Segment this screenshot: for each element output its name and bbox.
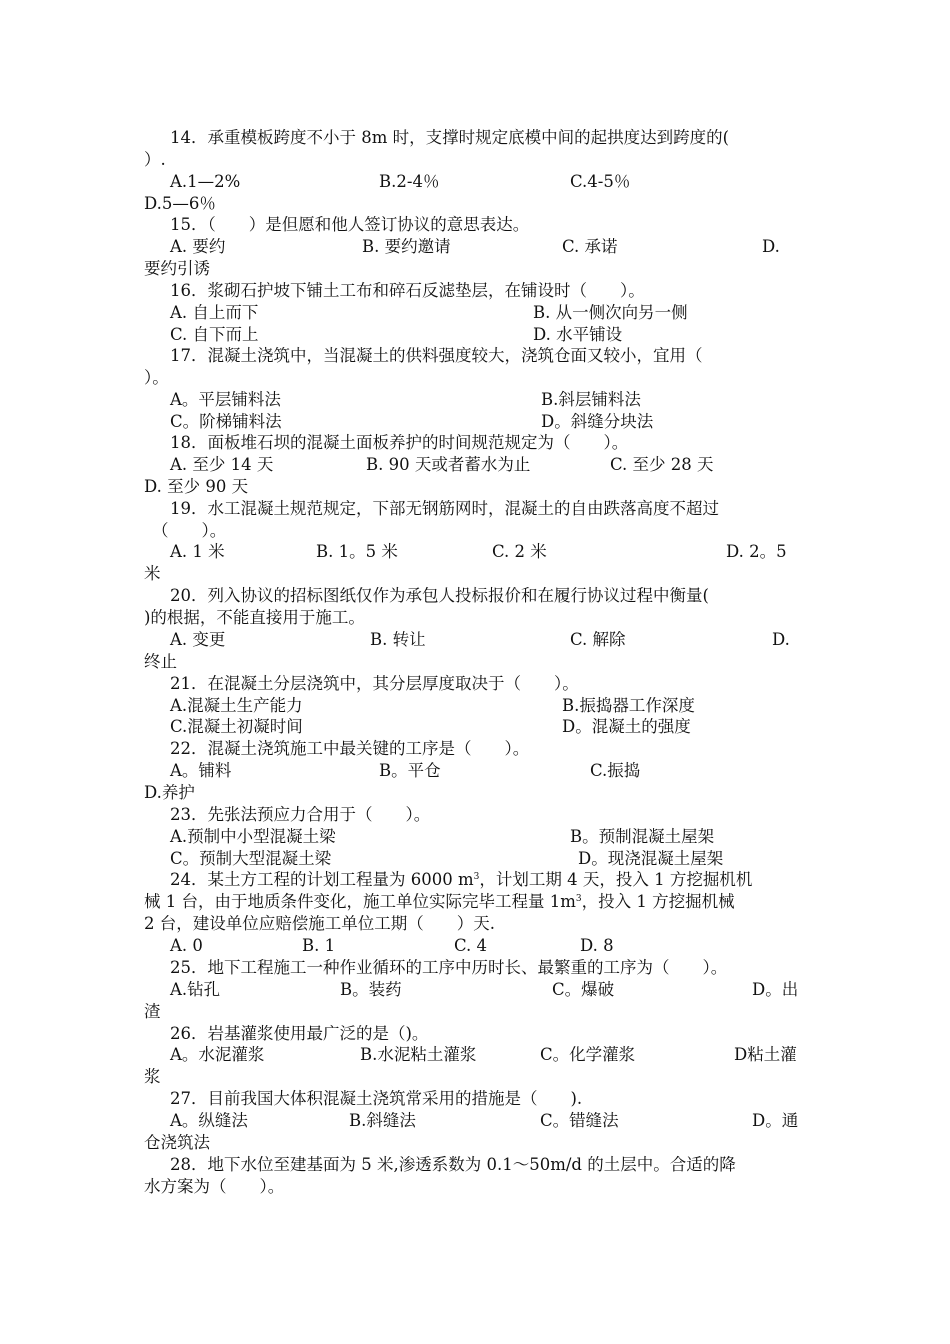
q19-stem-line1: 19．水工混凝土规范规定，下部无钢筋网时，混凝土的自由跌落高度不超过: [170, 499, 719, 518]
q17-options-row1: [144, 389, 814, 411]
q24-option-a: A. 0: [170, 936, 203, 955]
q24-option-b: B. 1: [302, 936, 336, 955]
q24-stem-line1: 24．某土方工程的计划工程量为 6000 $m^3$，计划工期 4 天，投入 1 方挖掘机机: [170, 870, 753, 889]
q14-option-a: A.1—2%: [170, 172, 241, 191]
q17-option-b: B.斜层铺料法: [541, 390, 641, 409]
q17-option-a: A。平层铺料法: [170, 390, 281, 409]
q22-options: [144, 760, 814, 782]
q24-stem-line3: 2 台，建设单位应赔偿施工单位工期（ ）天.: [144, 914, 495, 933]
superscript-3: 3: [473, 872, 480, 882]
q20-stem-line2: )的根据，不能直接用于施工。: [144, 608, 365, 627]
q14-stem-line2: ）.: [144, 150, 166, 169]
q25-option-b: B。装药: [340, 980, 402, 999]
q28-stem-line2: 水方案为（ ）。: [144, 1177, 285, 1196]
q22-option-a: A。铺料: [170, 761, 232, 780]
q21-option-d: D。混凝土的强度: [562, 717, 691, 736]
q20-option-a: A. 变更: [170, 630, 226, 649]
q14-option-d: D.5—6％: [144, 194, 216, 213]
q15-option-d-part1: D.: [762, 237, 780, 256]
q19-option-d-line: [144, 563, 814, 585]
q24-option-d: D. 8: [580, 936, 614, 955]
q20-option-c: C. 解除: [570, 630, 626, 649]
q22-option-d: D.养护: [144, 783, 195, 802]
q26-stem: 26．岩基灌浆使用最广泛的是（)。: [170, 1024, 429, 1043]
q17-option-c: C。阶梯铺料法: [170, 412, 282, 431]
q20-option-d-part2: 终止: [144, 652, 177, 671]
q18-option-a: A. 至少 14 天: [170, 455, 274, 474]
q16-option-c: C. 自下而上: [170, 325, 259, 344]
q14-option-d-line: [144, 193, 814, 215]
q25-option-a: A.钻孔: [170, 980, 221, 999]
q23-options-row1: [144, 826, 814, 848]
q26-option-a: A。水泥灌浆: [170, 1045, 265, 1064]
q26-option-d-part1: D粘土灌: [734, 1045, 797, 1064]
q15-option-c: C. 承诺: [562, 237, 618, 256]
q23-stem: 23．先张法预应力合用于（ ）。: [170, 805, 431, 824]
q26-option-b: B.水泥粘土灌浆: [360, 1045, 477, 1064]
q16-stem: 16．浆砌石护坡下铺土工布和碎石反滤垫层，在铺设时（ ）。: [170, 281, 645, 300]
q15-stem: 15．（ ）是但愿和他人签订协议的意思表达。: [170, 215, 530, 234]
q23-option-c: C。预制大型混凝土梁: [170, 849, 332, 868]
q19-options: [144, 541, 814, 563]
q18-option-b: B. 90 天或者蓄水为止: [366, 455, 531, 474]
q18-stem: 18．面板堆石坝的混凝土面板养护的时间规范规定为（ ）。: [170, 433, 629, 452]
q24-options: [144, 935, 814, 957]
q22-option-c: C.振捣: [590, 761, 641, 780]
q21-option-c: C.混凝土初凝时间: [170, 717, 303, 736]
q20-option-b: B. 转让: [370, 630, 426, 649]
q21-option-a: A.混凝土生产能力: [170, 696, 303, 715]
q21-options-row1: [144, 695, 814, 717]
q15-option-d-line: [144, 258, 814, 280]
q24-option-c: C. 4: [454, 936, 488, 955]
q17-option-d: D。斜缝分块法: [541, 412, 654, 431]
q26-options: [144, 1044, 814, 1066]
q16-option-d: D. 水平铺设: [533, 325, 623, 344]
q19-stem-line2: （ ）。: [152, 521, 227, 540]
q23-options-row2: [144, 848, 814, 870]
q18-option-c: C. 至少 28 天: [610, 455, 714, 474]
q26-option-d-part2: 浆: [144, 1067, 161, 1086]
q21-stem: 21．在混凝土分层浇筑中，其分层厚度取决于（ ）。: [170, 674, 579, 693]
q27-option-b: B.斜缝法: [349, 1111, 416, 1130]
q17-stem-line2: ）。: [144, 368, 169, 387]
q20-options: [144, 629, 814, 651]
q17-options-row2: [144, 411, 814, 433]
q19-option-a: A. 1 米: [170, 542, 225, 561]
q16-options-row2: [144, 324, 814, 346]
superscript-3: 3: [575, 894, 582, 904]
q16-option-a: A. 自上而下: [170, 303, 259, 322]
q19-option-c: C. 2 米: [492, 542, 547, 561]
q20-option-d-line: [144, 651, 814, 673]
q15-option-d-part2: 要约引诱: [144, 259, 210, 278]
q17-stem-line1: 17．混凝土浇筑中，当混凝土的供料强度较大，浇筑仓面又较小，宜用（: [170, 346, 703, 365]
q25-stem: 25．地下工程施工一种作业循环的工序中历时长、最繁重的工序为（ ）。: [170, 958, 728, 977]
q23-option-d: D。现浇混凝土屋架: [578, 849, 724, 868]
q15-option-a: A. 要约: [170, 237, 226, 256]
q21-option-b: B.振捣器工作深度: [562, 696, 695, 715]
q28-stem-line1: 28．地下水位至建基面为 5 米,渗透系数为 0.1～50m/d 的土层中。合适的降: [170, 1155, 736, 1174]
q15-option-b: B. 要约邀请: [362, 237, 451, 256]
q20-option-d-part1: D.: [772, 630, 790, 649]
q22-stem: 22．混凝土浇筑施工中最关键的工序是（ ）。: [170, 739, 530, 758]
q27-options: [144, 1110, 814, 1132]
q25-options: [144, 979, 814, 1001]
q27-option-d-line: [144, 1132, 814, 1154]
q15-options: [144, 236, 814, 258]
q27-option-a: A。纵缝法: [170, 1111, 248, 1130]
q24-stem-line2: 械 1 台，由于地质条件变化，施工单位实际完毕工程量 $1m^3$，投入 1 方挖掘机械: [144, 892, 735, 911]
q25-option-c: C。爆破: [552, 980, 615, 999]
q18-options: [144, 454, 814, 476]
q14-stem-line1: 14．承重模板跨度不小于 8m 时，支撑时规定底模中间的起拱度达到跨度的(: [170, 128, 730, 147]
q27-stem: 27．目前我国大体积混凝土浇筑常采用的措施是（ ).: [170, 1089, 583, 1108]
q14-option-c: C.4-5％: [570, 172, 631, 191]
q25-option-d-part2: 渣: [144, 1002, 161, 1021]
q27-option-d-part1: D。通: [752, 1111, 799, 1130]
q14-option-b: B.2-4％: [379, 172, 440, 191]
q27-option-d-part2: 仓浇筑法: [144, 1133, 210, 1152]
q26-option-c: C。化学灌浆: [540, 1045, 636, 1064]
q25-option-d-line: [144, 1001, 814, 1023]
q21-options-row2: [144, 716, 814, 738]
q18-option-d: D. 至少 90 天: [144, 477, 249, 496]
q19-option-d-part1: D. 2。5: [726, 542, 787, 561]
q18-option-d-line: [144, 476, 814, 498]
q19-option-b: B. 1。5 米: [316, 542, 398, 561]
q14-options: [144, 171, 814, 193]
q23-option-b: B。预制混凝土屋架: [570, 827, 715, 846]
q19-option-d-part2: 米: [144, 564, 161, 583]
q23-option-a: A.预制中小型混凝土梁: [170, 827, 336, 846]
q22-option-d-line: [144, 782, 814, 804]
q26-option-d-line: [144, 1066, 814, 1088]
q25-option-d-part1: D。出: [752, 980, 799, 999]
q20-stem-line1: 20．列入协议的招标图纸仅作为承包人投标报价和在履行协议过程中衡量(: [170, 586, 709, 605]
q16-option-b: B. 从一侧次向另一侧: [533, 303, 688, 322]
q16-options-row1: [144, 302, 814, 324]
q22-option-b: B。平仓: [379, 761, 441, 780]
q27-option-c: C。错缝法: [540, 1111, 619, 1130]
